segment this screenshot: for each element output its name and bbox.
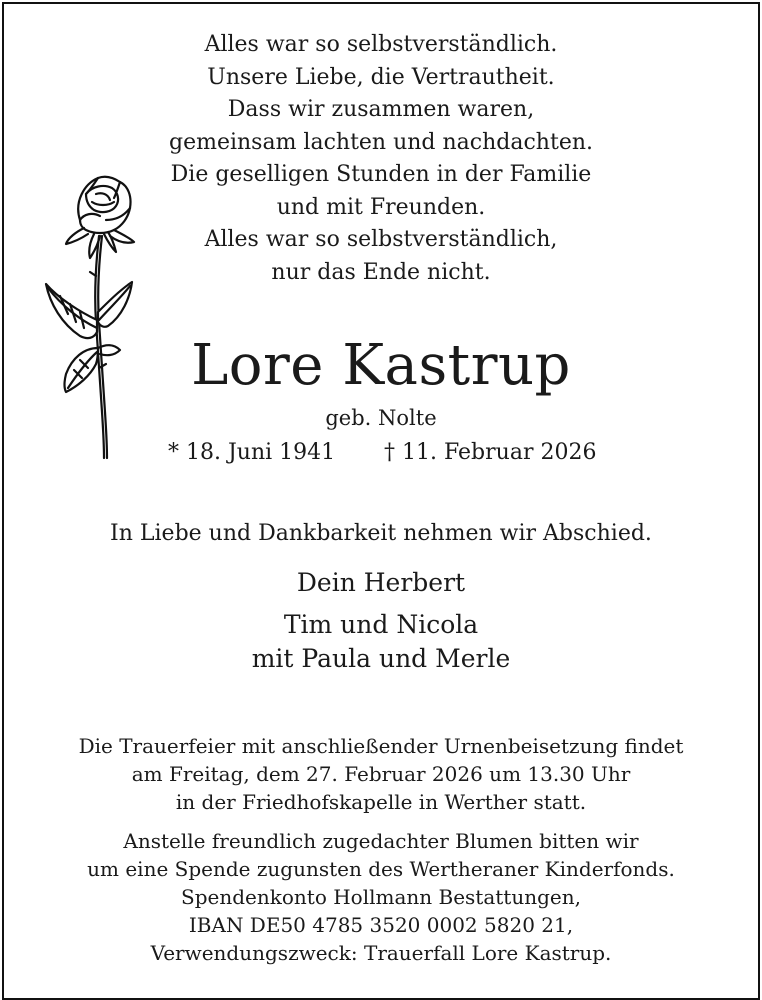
family-signature — [0, 566, 762, 676]
poem-line: und mit Freunden. — [276, 194, 486, 220]
farewell-text: In Liebe und Dankbarkeit nehmen wir Abschied. — [110, 521, 652, 546]
donation-line: Verwendungszweck: Trauerfall Lore Kastrup. — [150, 941, 612, 965]
donation-info — [0, 827, 762, 967]
family-line: mit Paula und Merle — [251, 644, 511, 673]
service-line: Die Trauerfeier mit anschließender Urnenbeisetzung findet — [78, 734, 684, 758]
service-line: in der Friedhofskapelle in Werther statt. — [175, 790, 587, 814]
service-info — [0, 732, 762, 816]
death-date: † 11. Februar 2026 — [384, 440, 597, 465]
poem-line: Unsere Liebe, die Vertrautheit. — [207, 64, 555, 90]
birth-date: * 18. Juni 1941 — [168, 440, 336, 465]
donation-line: um eine Spende zugunsten des Wertheraner Kinderfonds. — [87, 857, 675, 881]
poem-line: nur das Ende nicht. — [271, 259, 491, 285]
poem-line: Alles war so selbstverständlich, — [204, 227, 558, 252]
poem-line: Die geselligen Stunden in der Familie — [170, 162, 592, 187]
family-line: Dein Herbert — [296, 568, 466, 597]
donation-line: Anstelle freundlich zugedachter Blumen bitten wir — [123, 829, 639, 853]
service-line: am Freitag, dem 27. Februar 2026 um 13.30 Uhr — [131, 762, 631, 786]
donation-line: IBAN DE50 4785 3520 0002 5820 21, — [188, 913, 574, 937]
deceased-name: Lore Kastrup — [191, 333, 571, 398]
poem-line: Dass wir zusammen waren, — [227, 97, 535, 122]
donation-line: Spendenkonto Hollmann Bestattungen, — [181, 885, 581, 909]
maiden-name: geb. Nolte — [325, 406, 437, 430]
family-line: Tim und Nicola — [283, 610, 479, 639]
poem-line: Alles war so selbstverständlich. — [204, 32, 558, 57]
spacer — [0, 600, 762, 608]
poem-line: gemeinsam lachten und nachdachten. — [168, 129, 593, 155]
